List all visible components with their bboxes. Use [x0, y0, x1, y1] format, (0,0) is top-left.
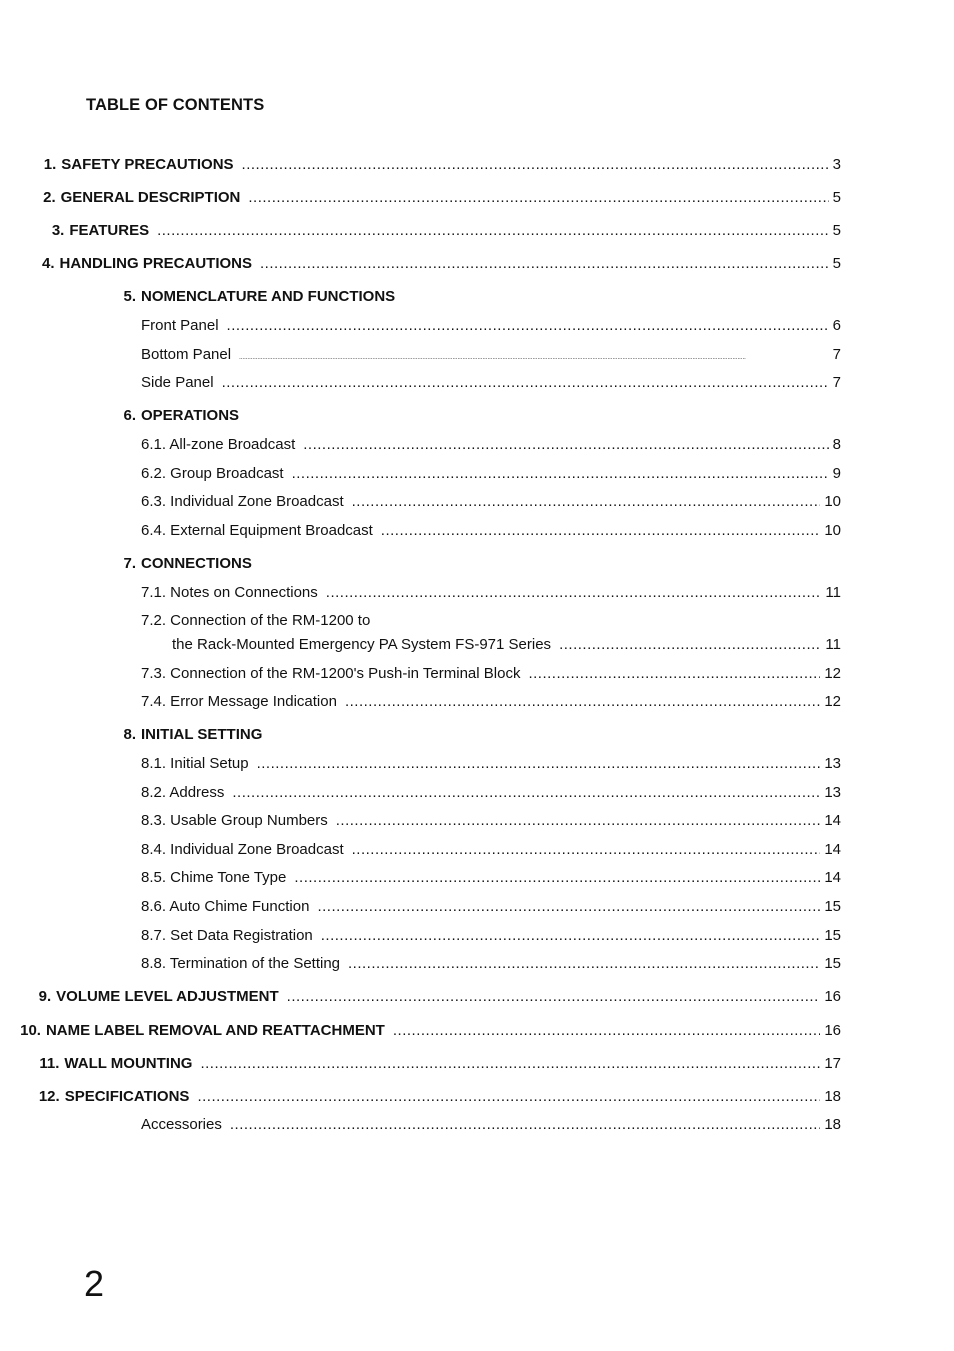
- entry-title: Side Panel: [141, 374, 214, 391]
- toc-entry-connections[interactable]: [0, 554, 841, 574]
- entry-page: 7: [832, 346, 841, 363]
- toc-entry-auto-chime-function[interactable]: [0, 897, 841, 917]
- toc-entry-set-data-registration[interactable]: [0, 926, 841, 946]
- dot-leader: [352, 840, 821, 860]
- toc-entry-group-broadcast[interactable]: [0, 464, 841, 484]
- entry-title: 7.4. Error Message Indication: [141, 693, 337, 710]
- entry-title: 8.8. Termination of the Setting: [141, 955, 341, 972]
- entry-page: 8: [832, 436, 841, 453]
- entry-number: 12.: [38, 1088, 60, 1105]
- entry-page: 5: [832, 222, 841, 239]
- entry-title: 6.4. External Equipment Broadcast: [141, 522, 373, 539]
- entry-page: 16: [824, 1022, 841, 1039]
- entry-page: 15: [824, 927, 841, 944]
- dot-leader: [248, 188, 828, 208]
- toc-entry-address[interactable]: [0, 783, 841, 803]
- entry-title: SPECIFICATIONS: [64, 1088, 190, 1105]
- entry-title: GENERAL DESCRIPTION: [60, 189, 241, 206]
- toc-entry-all-zone-broadcast[interactable]: [0, 435, 841, 455]
- toc-entry-individual-zone-broadcast-setting[interactable]: [0, 840, 841, 860]
- dot-leader: [292, 464, 829, 484]
- entry-page: 9: [832, 465, 841, 482]
- dot-leader: [317, 897, 820, 917]
- toc-entry-chime-tone-type[interactable]: [0, 868, 841, 888]
- toc-entry-handling-precautions[interactable]: [0, 254, 841, 274]
- entry-number: 2.: [43, 189, 56, 206]
- entry-page: 5: [832, 255, 841, 272]
- entry-page: 13: [824, 755, 841, 772]
- dot-leader: [294, 868, 820, 888]
- entry-number: 7.: [123, 555, 136, 572]
- entry-title: HANDLING PRECAUTIONS: [59, 255, 253, 272]
- toc-heading: TABLE OF CONTENTS: [86, 96, 265, 114]
- entry-title: 8.6. Auto Chime Function: [141, 898, 310, 915]
- toc-entry-individual-zone-broadcast[interactable]: [0, 492, 841, 512]
- entry-title: FEATURES: [69, 222, 150, 239]
- entry-number: 5.: [123, 288, 136, 305]
- entry-title: the Rack-Mounted Emergency PA System FS-971 Series: [172, 636, 552, 653]
- toc-entry-initial-setting[interactable]: [0, 725, 841, 745]
- dot-leader: [559, 635, 821, 655]
- entry-number: 11.: [39, 1055, 60, 1072]
- entry-title: NAME LABEL REMOVAL AND REATTACHMENT: [45, 1022, 385, 1039]
- toc-entry-notes-on-connections[interactable]: [0, 583, 841, 603]
- entry-title: OPERATIONS: [141, 407, 240, 424]
- toc-entry-side-panel[interactable]: [0, 373, 841, 393]
- entry-title: 8.3. Usable Group Numbers: [141, 812, 328, 829]
- toc-entry-wall-mounting[interactable]: [0, 1054, 841, 1074]
- dot-leader: [303, 435, 828, 455]
- dot-leader: [287, 987, 821, 1007]
- toc-entry-safety-precautions[interactable]: [0, 155, 841, 175]
- dot-leader: [200, 1054, 820, 1074]
- toc-entry-general-description[interactable]: [0, 188, 841, 208]
- entry-title: 8.5. Chime Tone Type: [141, 869, 287, 886]
- entry-title: SAFETY PRECAUTIONS: [61, 156, 234, 173]
- dot-leader: [393, 1021, 820, 1041]
- dot-leader: [230, 1115, 820, 1135]
- toc-entry-initial-setup[interactable]: [0, 754, 841, 774]
- entry-number: 3.: [51, 222, 65, 239]
- entry-number: 4.: [41, 255, 55, 272]
- entry-page: 16: [824, 988, 841, 1005]
- dot-leader: [381, 521, 821, 541]
- entry-page: 12: [824, 665, 841, 682]
- entry-title: 6.2. Group Broadcast: [141, 465, 284, 482]
- toc-entry-features[interactable]: [0, 221, 841, 241]
- toc-entry-rm1200-connection-line1[interactable]: 7.2. Connection of the RM-1200 to: [141, 612, 371, 629]
- entry-title: 7.3. Connection of the RM-1200's Push-in Terminal Block: [141, 665, 521, 682]
- entry-title: Front Panel: [141, 317, 219, 334]
- entry-page: 13: [824, 784, 841, 801]
- dot-leader: [528, 664, 820, 684]
- dot-leader: [260, 254, 829, 274]
- entry-page: 14: [824, 869, 841, 886]
- entry-title: 8.4. Individual Zone Broadcast: [141, 841, 344, 858]
- entry-title: VOLUME LEVEL ADJUSTMENT: [56, 988, 279, 1005]
- entry-page: 12: [824, 693, 841, 710]
- toc-entry-nomenclature[interactable]: [0, 287, 841, 307]
- entry-page: 14: [824, 841, 841, 858]
- toc-entry-name-label[interactable]: [0, 1021, 841, 1041]
- entry-page: 11: [825, 584, 841, 601]
- toc-entry-accessories[interactable]: [0, 1115, 841, 1135]
- entry-title: WALL MOUNTING: [64, 1055, 193, 1072]
- entry-page: 15: [824, 955, 841, 972]
- entry-title: Bottom Panel: [141, 346, 232, 363]
- dot-leader: [321, 926, 821, 946]
- toc-entry-volume-level-adjustment[interactable]: [0, 987, 841, 1007]
- dot-leader: [352, 492, 821, 512]
- dot-leader: [239, 348, 829, 368]
- entry-title: 8.1. Initial Setup: [141, 755, 249, 772]
- page-number: 2: [84, 1263, 105, 1304]
- entry-title: 8.7. Set Data Registration: [141, 927, 313, 944]
- entry-page: 10: [824, 493, 841, 510]
- toc-entry-front-panel[interactable]: [0, 316, 841, 336]
- dot-leader: [242, 155, 829, 175]
- entry-page: 7: [832, 374, 841, 391]
- entry-page: 18: [824, 1116, 841, 1133]
- entry-title: 7.1. Notes on Connections: [141, 584, 318, 601]
- entry-number: 6.: [123, 407, 136, 424]
- toc-entry-rm1200-connection[interactable]: [0, 635, 841, 655]
- dot-leader: [157, 221, 829, 241]
- entry-page: 15: [824, 898, 841, 915]
- entry-title: 6.3. Individual Zone Broadcast: [141, 493, 344, 510]
- dot-leader: [345, 692, 820, 712]
- entry-title: NOMENCLATURE AND FUNCTIONS: [141, 288, 396, 305]
- dot-leader: [326, 583, 822, 603]
- toc-entry-usable-group-numbers[interactable]: [0, 811, 841, 831]
- toc-entry-operations[interactable]: [0, 406, 841, 426]
- dot-leader: [336, 811, 821, 831]
- dot-leader: [348, 954, 820, 974]
- toc-entry-error-message[interactable]: [0, 692, 841, 712]
- entry-page: 3: [832, 156, 841, 173]
- entry-page: 14: [824, 812, 841, 829]
- entry-title: Accessories: [141, 1116, 222, 1133]
- entry-page: 5: [832, 189, 841, 206]
- toc-entry-termination-of-setting[interactable]: [0, 954, 841, 974]
- dot-leader: [257, 754, 821, 774]
- entry-title: INITIAL SETTING: [141, 726, 263, 743]
- entry-page: 10: [824, 522, 841, 539]
- entry-page: 11: [825, 636, 841, 653]
- toc-entry-bottom-panel[interactable]: [0, 345, 841, 368]
- entry-page: 17: [824, 1055, 841, 1072]
- entry-number: 9.: [38, 988, 52, 1005]
- toc-entry-external-equipment-broadcast[interactable]: [0, 521, 841, 541]
- entry-title: CONNECTIONS: [141, 555, 252, 572]
- entry-page: 18: [824, 1088, 841, 1105]
- dot-leader: [232, 783, 820, 803]
- dot-leader: [222, 373, 829, 393]
- toc-entry-specifications[interactable]: [0, 1087, 841, 1107]
- entry-page: 6: [832, 317, 841, 334]
- dot-leader: [197, 1087, 820, 1107]
- entry-title: 8.2. Address: [141, 784, 225, 801]
- entry-number: 1.: [43, 156, 57, 173]
- entry-title: 6.1. All-zone Broadcast: [141, 436, 296, 453]
- dot-leader: [227, 316, 829, 336]
- toc-entry-push-in-terminal[interactable]: [0, 664, 841, 684]
- entry-number: 10.: [20, 1022, 41, 1039]
- entry-number: 8.: [123, 726, 136, 743]
